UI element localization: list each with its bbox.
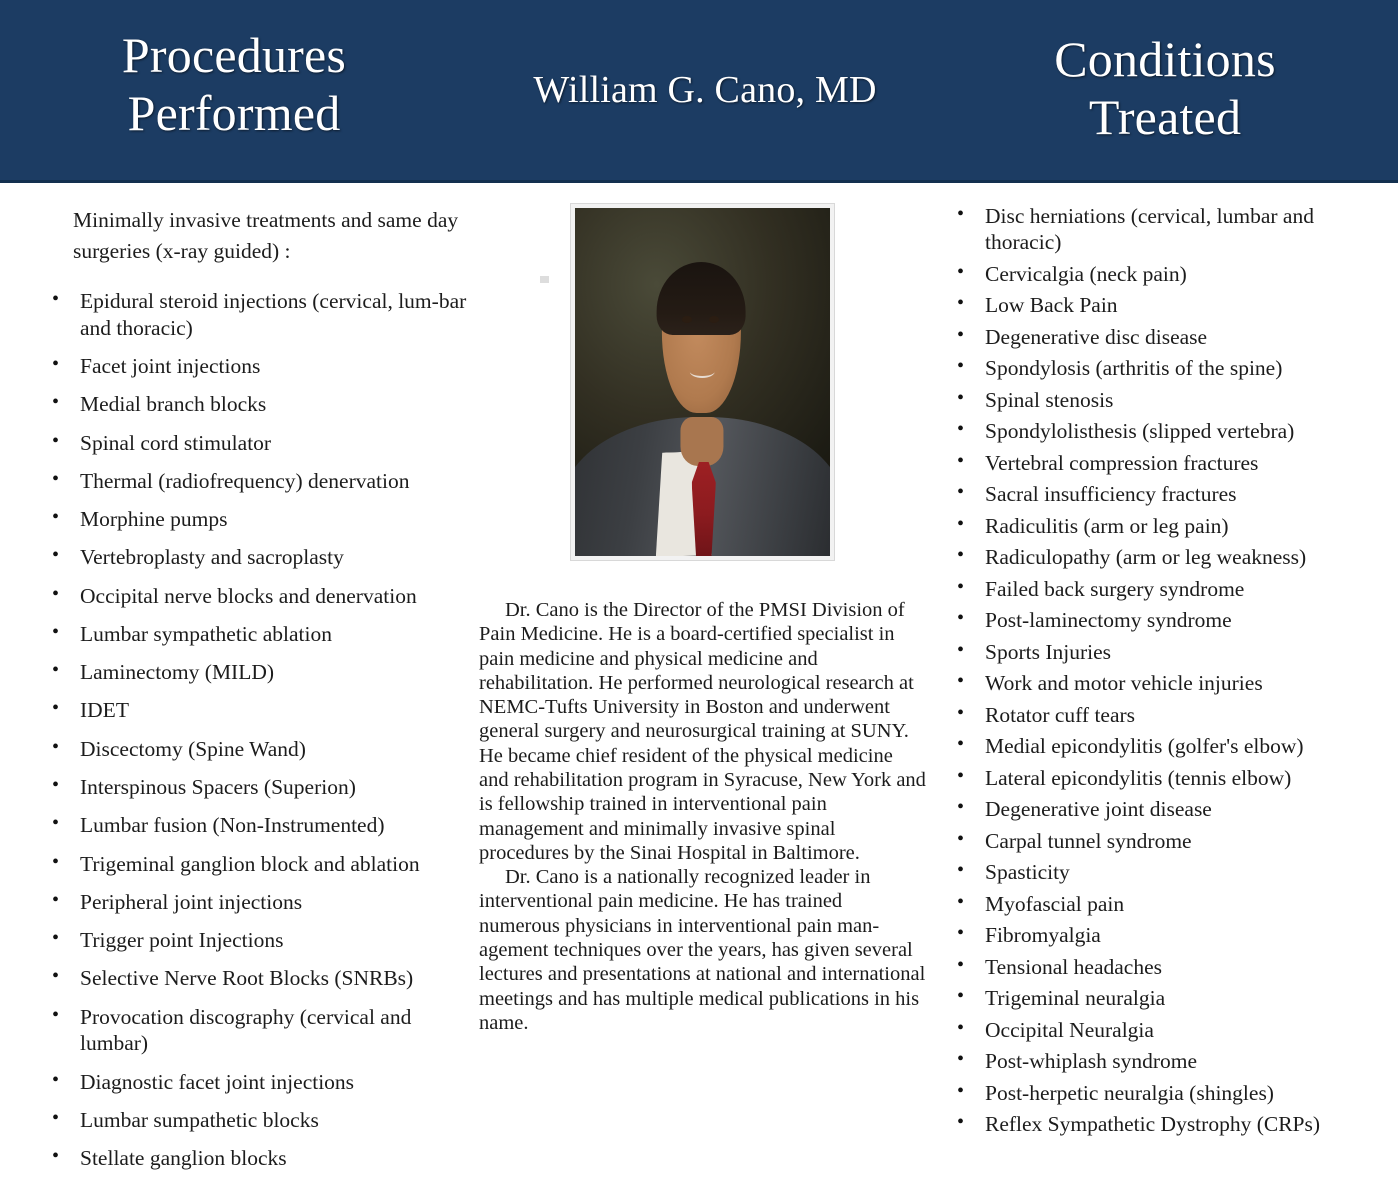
condition-list-item: • Reflex Sympathetic Dystrophy (CRPs) [940,1111,1360,1137]
condition-list-item: • Trigeminal neuralgia [940,985,1360,1011]
conditions-list [940,203,1360,1137]
condition-list-item: • Carpal tunnel syndrome [940,828,1360,854]
doctor-portrait-photo [575,208,830,556]
portrait-smile-shape [689,365,715,378]
procedures-column [40,205,480,1183]
procedure-list-item: • Lumbar sympathetic ablation [40,621,480,648]
procedure-list-item: • Peripheral joint injections [40,889,480,916]
procedure-list-item: • Morphine pumps [40,506,480,533]
procedure-list-item: • Lumbar fusion (Non-Instrumented) [40,812,480,839]
procedure-list-item: • Diagnostic facet joint injections [40,1069,480,1096]
procedure-list-item: • Medial branch blocks [40,391,480,418]
portrait-neck-shape [680,417,723,466]
condition-list-item: • Spondylolisthesis (slipped vertebra) [940,418,1360,444]
procedure-list-item: • Provocation discography (cervical and lumbar) [40,1004,480,1058]
condition-list-item: • Radiculopathy (arm or leg weakness) [940,544,1360,570]
condition-list-item: • Medial epicondylitis (golfer's elbow) [940,733,1360,759]
condition-list-item: • Spasticity [940,859,1360,885]
condition-list-item: • Degenerative joint disease [940,796,1360,822]
condition-list-item: • Post-herpetic neuralgia (shingles) [940,1080,1360,1106]
procedure-list-item: • Trigger point Injections [40,927,480,954]
condition-list-item: • Spondylosis (arthritis of the spine) [940,355,1360,381]
condition-list-item: • Work and motor vehicle injuries [940,670,1360,696]
condition-list-item: • Low Back Pain [940,292,1360,318]
condition-list-item: • Rotator cuff tears [940,702,1360,728]
condition-list-item: • Myofascial pain [940,891,1360,917]
condition-list-item: • Fibromyalgia [940,922,1360,948]
condition-list-item: • Disc herniations (cervical, lumbar and thoracic) [940,203,1360,255]
procedure-list-item: • Discectomy (Spine Wand) [40,736,480,763]
procedure-list-item: • Selective Nerve Root Blocks (SNRBs) [40,965,480,992]
procedure-list-item: • Thermal (radiofrequency) denervation [40,468,480,495]
procedure-list-item: • Facet joint injections [40,353,480,380]
header-banner [0,0,1398,183]
procedure-list-item: • Occipital nerve blocks and denervation [40,583,480,610]
condition-list-item: • Tensional headaches [940,954,1360,980]
procedure-list-item: • Lumbar sumpathetic blocks [40,1107,480,1134]
scan-artifact [540,276,549,283]
condition-list-item: • Spinal stenosis [940,387,1360,413]
procedure-list-item: • Trigeminal ganglion block and ablation [40,851,480,878]
portrait-necktie-shape [692,462,716,556]
portrait-right-eye-shape [709,316,719,323]
procedure-list-item: • Spinal cord stimulator [40,430,480,457]
condition-list-item: • Post-laminectomy syndrome [940,607,1360,633]
procedure-list-item: • Interspinous Spacers (Superion) [40,774,480,801]
condition-list-item: • Vertebral compression fractures [940,450,1360,476]
biography-paragraph-2: Dr. Cano is a nationally recognized leader in interventional pain medicine. He has trained numerous physicians in interventional pain man-agement techniques over the years, has given several lectures and presentations at national and international meetings and has multiple medical publications in his name. [479,866,926,1034]
procedure-list-item: • IDET [40,697,480,724]
portrait-frame [570,203,835,561]
procedures-list [40,288,480,1172]
procedures-intro-text: Minimally invasive treatments and same day surgeries (x-ray guided) : [73,208,459,263]
condition-list-item: • Post-whiplash syndrome [940,1048,1360,1074]
procedure-list-item: • Laminectomy (MILD) [40,659,480,686]
conditions-heading: Conditions Treated [1054,31,1276,145]
condition-list-item: • Degenerative disc disease [940,324,1360,350]
doctor-name-heading: William G. Cano, MD [533,69,877,111]
portrait-left-eye-shape [682,316,692,323]
condition-list-item: • Failed back surgery syndrome [940,576,1360,602]
conditions-column [940,203,1360,1143]
procedures-heading: Procedures Performed [121,27,347,141]
condition-list-item: • Sacral insufficiency fractures [940,481,1360,507]
biography-paragraph-1: Dr. Cano is the Director of the PMSI Division of Pain Medicine. He is a board-certified specialist in pain medicine and physical medicine and rehabilitation. He performed neurological research at NEMC-Tufts University in Boston and underwent general surgery and neurosurgical training at SUNY. He became chief resident of the physical medicine and rehabilitation program in Syracuse, New York and is fellowship trained in interventional pain management and minimally invasive spinal procedures by the Sinai Hospital in Baltimore. [479,599,926,864]
procedure-list-item: • Stellate ganglion blocks [40,1145,480,1172]
procedure-list-item: • Vertebroplasty and sacroplasty [40,544,480,571]
condition-list-item: • Occipital Neuralgia [940,1017,1360,1043]
condition-list-item: • Cervicalgia (neck pain) [940,261,1360,287]
procedure-list-item: • Epidural steroid injections (cervical, lum-bar and thoracic) [40,288,480,342]
portrait-hair-shape [656,262,745,335]
condition-list-item: • Sports Injuries [940,639,1360,665]
condition-list-item: • Radiculitis (arm or leg pain) [940,513,1360,539]
biography-block [479,598,927,1035]
condition-list-item: • Lateral epicondylitis (tennis elbow) [940,765,1360,791]
